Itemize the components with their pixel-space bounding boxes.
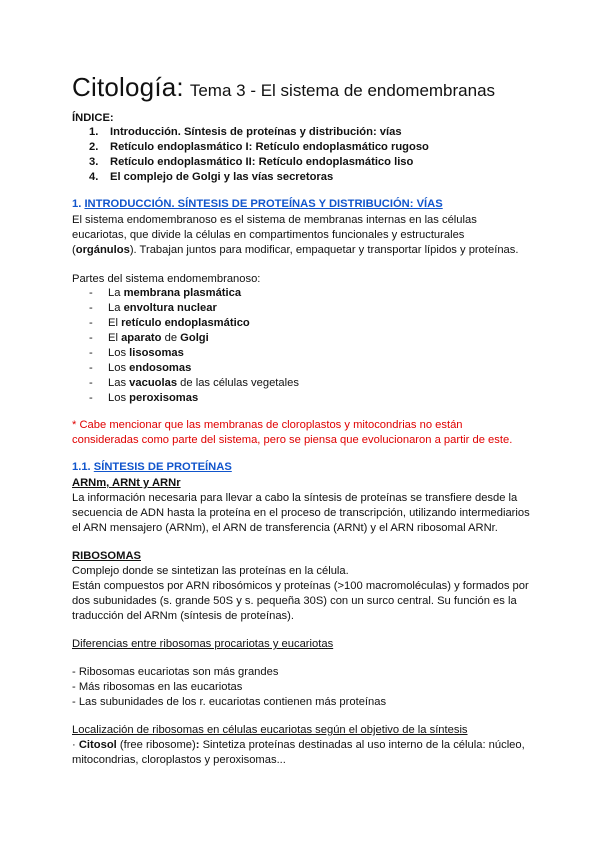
section-1-paragraph-line-1: El sistema endomembranoso es el sistema de membranas internas en las células — [72, 214, 477, 226]
difference-item-3: - Las subunidades de los r. eucariotas contienen más proteínas — [72, 696, 387, 708]
section-1-paragraph-line-3 — [72, 243, 518, 258]
section-1-paragraph-line-2: eucariotas, que divide la células en compartimentos funcionales y estructurales — [72, 229, 465, 241]
index-item-4: El complejo de Golgi y las vías secretoras — [110, 171, 334, 183]
differences-heading: Diferencias entre ribosomas procariotas y eucariotas — [72, 638, 334, 650]
index-num-3: 3. — [89, 156, 99, 168]
list-dash: - — [89, 302, 93, 314]
list-item: Las vacuolas de las células vegetales — [108, 377, 299, 389]
list-dash: - — [89, 347, 93, 359]
term-organulos: orgánulos — [75, 244, 130, 256]
parts-intro: Partes del sistema endomembranoso: — [72, 273, 261, 285]
section-1-1-heading — [72, 461, 232, 473]
citosol-line-1: · Citosol (free ribosome): Sintetiza proteínas destinadas al uso interno de la célula: núcleo, — [72, 739, 525, 751]
note-line-2: consideradas como parte del sistema, pero se piensa que evolucionaron a partir de este. — [72, 434, 513, 446]
document-title — [72, 72, 495, 103]
list-dash: - — [89, 377, 93, 389]
index-label: ÍNDICE: — [72, 112, 114, 124]
list-item: La membrana plasmática — [108, 287, 242, 299]
ribosomas-line-3: dos subunidades (s. grande 50S y s. pequeña 30S) con un surco central. Su función es la — [72, 595, 517, 607]
list-item: Los endosomas — [108, 362, 192, 374]
arn-line-3: el ARN mensajero (ARNm), el ARN de transferencia (ARNt) y el ARN ribosomal ARNr. — [72, 522, 498, 534]
section-1-title-link[interactable]: INTRODUCCIÓN. SÍNTESIS DE PROTEÍNAS Y DISTRIBUCIÓN: VÍAS — [84, 198, 443, 210]
ribosomas-line-2: Están compuestos por ARN ribosómicos y proteínas (>100 macromoléculas) y formados por — [72, 580, 529, 592]
list-dash: - — [89, 392, 93, 404]
list-item: El aparato de Golgi — [108, 332, 209, 344]
arn-heading: ARNm, ARNt y ARNr — [72, 477, 181, 489]
paragraph-line-3-rest: ). Trabajan juntos para modificar, empaquetar y transportar lípidos y proteínas. — [129, 244, 519, 256]
note-line-1: * Cabe mencionar que las membranas de cloroplastos y mitocondrias no están — [72, 419, 463, 431]
list-dash: - — [89, 362, 93, 374]
section-1-1-number: 1.1. — [72, 461, 91, 473]
ribosomas-line-1: Complejo donde se sintetizan las proteínas en la célula. — [72, 565, 349, 577]
citosol-line-2: mitocondrias, cloroplastos y peroxisomas... — [72, 754, 286, 766]
list-dash: - — [89, 287, 93, 299]
index-num-1: 1. — [89, 126, 99, 138]
list-item: La envoltura nuclear — [108, 302, 217, 314]
ribosomas-heading: RIBOSOMAS — [72, 550, 141, 562]
section-1-number: 1. — [72, 198, 82, 210]
index-item-2: Retículo endoplasmático I: Retículo endoplasmático rugoso — [110, 141, 429, 153]
title-main: Citología: — [72, 72, 184, 102]
paren-open: ( — [72, 244, 76, 256]
arn-line-1: La información necesaria para llevar a cabo la síntesis de proteínas se transfiere desde la — [72, 492, 518, 504]
difference-item-2: - Más ribosomas en las eucariotas — [72, 681, 243, 693]
index-item-1: Introducción. Síntesis de proteínas y distribución: vías — [110, 126, 402, 138]
index-num-4: 4. — [89, 171, 99, 183]
list-item: Los peroxisomas — [108, 392, 199, 404]
ribosomas-line-4: traducción del ARNm (síntesis de proteínas). — [72, 610, 294, 622]
index-num-2: 2. — [89, 141, 99, 153]
list-dash: - — [89, 332, 93, 344]
term-citosol: Citosol — [78, 739, 117, 751]
list-dash: - — [89, 317, 93, 329]
arn-line-2: secuencia de ADN hasta la proteína en el proceso de transcripción, utilizando intermediarios — [72, 507, 530, 519]
section-1-heading — [72, 198, 443, 210]
title-subtitle: Tema 3 - El sistema de endomembranas — [189, 81, 496, 100]
section-1-1-title-link[interactable]: SÍNTESIS DE PROTEÍNAS — [93, 461, 232, 473]
localization-heading: Localización de ribosomas en células eucariotas según el objetivo de la síntesis — [72, 724, 468, 736]
index-item-3: Retículo endoplasmático II: Retículo endoplasmático liso — [110, 156, 414, 168]
list-item: Los lisosomas — [108, 347, 184, 359]
list-item: El retículo endoplasmático — [108, 317, 250, 329]
difference-item-1: - Ribosomas eucariotas son más grandes — [72, 666, 279, 678]
